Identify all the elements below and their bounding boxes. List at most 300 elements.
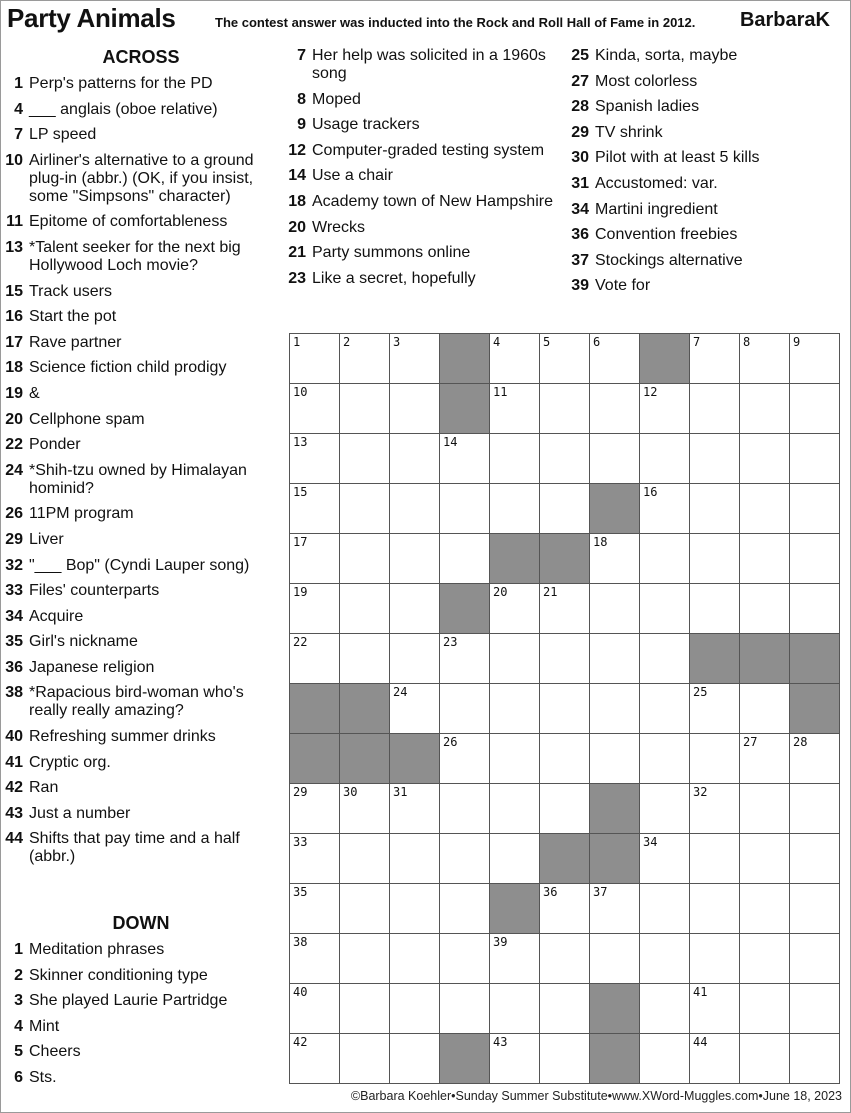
grid-cell[interactable]: [640, 384, 690, 434]
grid-cell[interactable]: [540, 934, 590, 984]
across-clue[interactable]: [5, 385, 271, 403]
cell-number: 8: [743, 335, 751, 349]
grid-cell[interactable]: [590, 884, 640, 934]
down-clue[interactable]: [571, 73, 841, 91]
grid-cell[interactable]: [690, 334, 740, 384]
cell-number: 26: [443, 735, 458, 749]
clue-number: 30: [571, 149, 589, 167]
cell-number: 22: [293, 635, 308, 649]
grid-cell[interactable]: [490, 734, 540, 784]
grid-cell[interactable]: [640, 834, 690, 884]
clue-number: 34: [571, 200, 589, 218]
grid-cell[interactable]: [540, 884, 590, 934]
grid-cell[interactable]: [690, 984, 740, 1034]
cell-number: 43: [493, 1035, 508, 1049]
grid-cell[interactable]: [390, 484, 440, 534]
across-clue[interactable]: [5, 239, 271, 275]
puzzle-author: BarbaraK: [739, 9, 830, 31]
grid-cell[interactable]: [740, 684, 790, 734]
down-clue[interactable]: [5, 941, 271, 959]
grid-cell[interactable]: [540, 984, 590, 1034]
clue-text: Like a secret, hopefully: [312, 269, 476, 287]
grid-cell[interactable]: [740, 934, 790, 984]
grid-block: [740, 634, 790, 684]
grid-cell[interactable]: [290, 484, 340, 534]
clue-text: Spanish ladies: [595, 98, 700, 116]
cell-number: 25: [693, 685, 708, 699]
down-clue-list-middle: [288, 47, 560, 295]
grid-cell[interactable]: [740, 784, 790, 834]
clue-number: 11: [6, 213, 23, 231]
down-clue[interactable]: [288, 270, 560, 288]
clue-number: 1: [14, 75, 23, 92]
across-heading: ACROSS: [102, 47, 180, 67]
grid-cell[interactable]: [290, 584, 340, 634]
grid-cell[interactable]: [490, 334, 540, 384]
cell-number: 35: [293, 885, 308, 899]
cell-number: 12: [643, 385, 658, 399]
grid-cell[interactable]: [340, 834, 390, 884]
grid-cell[interactable]: [740, 1034, 790, 1084]
grid-cell[interactable]: [340, 384, 390, 434]
down-clue[interactable]: [5, 967, 271, 985]
across-clue[interactable]: [5, 283, 271, 301]
grid-block: [590, 484, 640, 534]
grid-cell[interactable]: [790, 784, 840, 834]
cell-number: 13: [293, 435, 308, 449]
grid-cell[interactable]: [290, 634, 340, 684]
grid-block: [290, 734, 340, 784]
clue-text: *Rapacious bird-woman who's really really amazing?: [29, 684, 244, 720]
grid-cell[interactable]: [740, 534, 790, 584]
clue-text: Track users: [29, 282, 112, 300]
grid-cell[interactable]: [490, 934, 540, 984]
grid-cell[interactable]: [390, 384, 440, 434]
grid-cell[interactable]: [740, 734, 790, 784]
grid-cell[interactable]: [290, 434, 340, 484]
down-clue[interactable]: [288, 167, 560, 185]
cell-number: 6: [593, 335, 601, 349]
across-clue[interactable]: [5, 505, 271, 523]
across-clue[interactable]: [5, 779, 271, 797]
grid-cell[interactable]: [690, 534, 740, 584]
across-clue[interactable]: [5, 436, 271, 454]
clue-text: Just a number: [29, 804, 131, 822]
grid-cell[interactable]: [540, 584, 590, 634]
clue-text: Wrecks: [312, 218, 366, 236]
clue-number: 12: [288, 141, 306, 159]
grid-cell[interactable]: [640, 884, 690, 934]
grid-cell[interactable]: [740, 384, 790, 434]
grid-cell[interactable]: [640, 534, 690, 584]
grid-cell[interactable]: [390, 434, 440, 484]
grid-cell[interactable]: [790, 534, 840, 584]
cell-number: 38: [293, 935, 308, 949]
grid-cell[interactable]: [540, 334, 590, 384]
cell-number: 42: [293, 1035, 308, 1049]
grid-cell[interactable]: [590, 534, 640, 584]
grid-cell[interactable]: [390, 584, 440, 634]
grid-cell[interactable]: [590, 434, 640, 484]
grid-cell[interactable]: [390, 934, 440, 984]
grid-cell[interactable]: [640, 434, 690, 484]
clue-text: Rave partner: [29, 333, 122, 351]
grid-cell[interactable]: [440, 684, 490, 734]
grid-cell[interactable]: [290, 884, 340, 934]
grid-cell[interactable]: [640, 734, 690, 784]
clue-text: Girl's nickname: [29, 633, 138, 651]
clue-number: 36: [571, 226, 589, 244]
grid-cell[interactable]: [640, 634, 690, 684]
grid-cell[interactable]: [690, 834, 740, 884]
grid-cell[interactable]: [440, 934, 490, 984]
clue-number: 26: [5, 505, 23, 523]
grid-cell[interactable]: [340, 534, 390, 584]
across-clue[interactable]: [5, 359, 271, 377]
clue-text: Computer-graded testing system: [312, 141, 545, 159]
down-clue[interactable]: [571, 252, 841, 270]
clue-text: LP speed: [29, 126, 97, 144]
down-clue[interactable]: [288, 47, 560, 83]
grid-cell[interactable]: [790, 334, 840, 384]
clue-text: Accustomed: var.: [595, 174, 718, 192]
clue-number: 32: [5, 556, 23, 574]
down-clue[interactable]: [288, 193, 560, 211]
down-clue[interactable]: [571, 226, 841, 244]
clue-text: Shifts that pay time and a half (abbr.): [29, 830, 240, 866]
grid-cell[interactable]: [440, 884, 490, 934]
grid-block: [440, 1034, 490, 1084]
grid-cell[interactable]: [590, 734, 640, 784]
clue-text: Kinda, sorta, maybe: [595, 47, 738, 64]
grid-cell[interactable]: [790, 884, 840, 934]
clue-number: 44: [5, 830, 23, 848]
grid-cell[interactable]: [690, 684, 740, 734]
grid-cell[interactable]: [740, 834, 790, 884]
clue-text: Martini ingredient: [595, 200, 718, 218]
grid-cell[interactable]: [290, 1034, 340, 1084]
clue-text: Cellphone spam: [29, 410, 145, 428]
grid-cell[interactable]: [440, 534, 490, 584]
cell-number: 36: [543, 885, 558, 899]
down-clue[interactable]: [5, 1069, 271, 1087]
clue-text: Pilot with at least 5 kills: [595, 149, 760, 167]
clue-number: 20: [288, 218, 306, 236]
down-clue-list-right: [571, 47, 841, 303]
across-clue[interactable]: [5, 531, 271, 549]
grid-cell[interactable]: [340, 884, 390, 934]
clue-number: 5: [14, 1043, 23, 1061]
grid-cell[interactable]: [640, 784, 690, 834]
grid-block: [540, 834, 590, 884]
cell-number: 30: [343, 785, 358, 799]
grid-cell[interactable]: [690, 434, 740, 484]
grid-cell[interactable]: [790, 484, 840, 534]
grid-cell[interactable]: [490, 584, 540, 634]
cell-number: 18: [593, 535, 608, 549]
clue-text: Start the pot: [29, 308, 117, 326]
cell-number: 34: [643, 835, 658, 849]
grid-cell[interactable]: [390, 834, 440, 884]
across-clue[interactable]: [5, 582, 271, 600]
grid-block: [440, 334, 490, 384]
down-clue[interactable]: [571, 277, 841, 295]
grid-cell[interactable]: [490, 484, 540, 534]
grid-cell[interactable]: [690, 784, 740, 834]
grid-cell[interactable]: [540, 634, 590, 684]
grid-cell[interactable]: [440, 434, 490, 484]
grid-cell[interactable]: [640, 584, 690, 634]
grid-cell[interactable]: [390, 884, 440, 934]
grid-cell[interactable]: [340, 334, 390, 384]
clue-text: Mint: [29, 1017, 60, 1035]
clue-number: 29: [571, 123, 589, 141]
down-clue[interactable]: [571, 124, 841, 142]
copyright-footer: ©Barbara Koehler•Sunday Summer Substitute•www.XWord-Muggles.com•June 18, 2023: [350, 1089, 842, 1103]
across-clue[interactable]: [5, 213, 271, 231]
grid-cell[interactable]: [290, 834, 340, 884]
grid-cell[interactable]: [490, 384, 540, 434]
grid-cell[interactable]: [290, 334, 340, 384]
across-clue[interactable]: [5, 608, 271, 626]
grid-cell[interactable]: [390, 634, 440, 684]
clue-text: Use a chair: [312, 167, 393, 185]
clue-number: 21: [288, 244, 306, 262]
grid-cell[interactable]: [690, 1034, 740, 1084]
across-clue[interactable]: [5, 152, 271, 206]
grid-cell[interactable]: [790, 934, 840, 984]
cell-number: 3: [393, 335, 401, 349]
across-clue[interactable]: [5, 462, 271, 498]
clue-number: 9: [297, 116, 306, 134]
down-clue-list-left: [5, 941, 271, 1095]
grid-cell[interactable]: [390, 334, 440, 384]
grid-cell[interactable]: [490, 834, 540, 884]
cell-number: 9: [793, 335, 801, 349]
grid-cell[interactable]: [640, 484, 690, 534]
grid-cell[interactable]: [440, 484, 490, 534]
grid-cell[interactable]: [540, 684, 590, 734]
clue-text: She played Laurie Partridge: [29, 992, 228, 1010]
grid-cell[interactable]: [540, 484, 590, 534]
grid-cell[interactable]: [390, 534, 440, 584]
clue-number: 40: [5, 728, 23, 746]
across-clue[interactable]: [5, 633, 271, 651]
grid-block: [540, 534, 590, 584]
grid-cell[interactable]: [590, 334, 640, 384]
clue-number: 4: [14, 1017, 23, 1035]
across-clue[interactable]: [5, 728, 271, 746]
clue-number: 35: [5, 633, 23, 651]
down-clue[interactable]: [571, 47, 841, 65]
down-clue[interactable]: [5, 992, 271, 1010]
grid-cell[interactable]: [590, 684, 640, 734]
grid-block: [590, 984, 640, 1034]
grid-cell[interactable]: [390, 784, 440, 834]
grid-cell[interactable]: [740, 884, 790, 934]
grid-cell[interactable]: [690, 384, 740, 434]
grid-cell[interactable]: [740, 584, 790, 634]
clue-text: Usage trackers: [312, 116, 420, 134]
grid-cell[interactable]: [790, 584, 840, 634]
across-clue[interactable]: [5, 334, 271, 352]
across-clue[interactable]: [5, 75, 271, 93]
across-clue[interactable]: [5, 308, 271, 326]
clue-number: 15: [5, 282, 23, 300]
clue-number: 14: [288, 167, 306, 185]
clue-number: 22: [5, 436, 23, 454]
clue-number: 20: [5, 410, 23, 428]
grid-cell[interactable]: [290, 934, 340, 984]
clue-number: 27: [571, 72, 589, 90]
grid-cell[interactable]: [790, 984, 840, 1034]
down-clue[interactable]: [571, 201, 841, 219]
grid-cell[interactable]: [590, 584, 640, 634]
grid-cell[interactable]: [640, 1034, 690, 1084]
grid-cell[interactable]: [340, 1034, 390, 1084]
across-clue[interactable]: [5, 557, 271, 575]
grid-cell[interactable]: [340, 434, 390, 484]
grid-cell[interactable]: [340, 984, 390, 1034]
down-clue[interactable]: [5, 1018, 271, 1036]
grid-cell[interactable]: [740, 434, 790, 484]
grid-cell[interactable]: [340, 484, 390, 534]
grid-cell[interactable]: [790, 834, 840, 884]
across-clue[interactable]: [5, 684, 271, 720]
grid-cell[interactable]: [740, 484, 790, 534]
clue-text: Meditation phrases: [29, 941, 165, 958]
clue-text: Most colorless: [595, 72, 698, 90]
down-clue[interactable]: [571, 98, 841, 116]
across-clue[interactable]: [5, 754, 271, 772]
grid-cell[interactable]: [290, 984, 340, 1034]
grid-cell[interactable]: [340, 784, 390, 834]
across-clue[interactable]: [5, 659, 271, 677]
down-clue[interactable]: [288, 244, 560, 262]
grid-cell[interactable]: [490, 684, 540, 734]
grid-cell[interactable]: [440, 734, 490, 784]
across-clue[interactable]: [5, 830, 271, 866]
grid-cell[interactable]: [390, 684, 440, 734]
down-clue[interactable]: [288, 91, 560, 109]
grid-cell[interactable]: [490, 634, 540, 684]
across-clue[interactable]: [5, 411, 271, 429]
grid-cell[interactable]: [440, 784, 490, 834]
cell-number: 10: [293, 385, 308, 399]
grid-cell[interactable]: [490, 434, 540, 484]
clue-text: &: [29, 384, 40, 402]
grid-cell[interactable]: [590, 934, 640, 984]
grid-cell[interactable]: [640, 684, 690, 734]
grid-block: [590, 1034, 640, 1084]
grid-cell[interactable]: [390, 984, 440, 1034]
grid-cell[interactable]: [290, 384, 340, 434]
grid-block: [640, 334, 690, 384]
grid-cell[interactable]: [340, 934, 390, 984]
grid-cell[interactable]: [640, 934, 690, 984]
across-clue-list: [5, 75, 271, 874]
grid-cell[interactable]: [540, 784, 590, 834]
clue-text: Airliner's alternative to a ground plug-in (abbr.) (OK, if you insist, some "Simpsons" character): [29, 151, 254, 205]
grid-cell[interactable]: [440, 984, 490, 1034]
across-clue[interactable]: [5, 101, 271, 119]
down-clue[interactable]: [571, 149, 841, 167]
grid-cell[interactable]: [590, 634, 640, 684]
down-clue[interactable]: [571, 175, 841, 193]
grid-cell[interactable]: [440, 634, 490, 684]
clue-number: 4: [14, 100, 23, 118]
clue-number: 43: [5, 804, 23, 822]
down-clue[interactable]: [288, 219, 560, 237]
down-clue[interactable]: [288, 142, 560, 160]
down-clue[interactable]: [288, 116, 560, 134]
clue-number: 41: [5, 753, 23, 771]
grid-cell[interactable]: [790, 384, 840, 434]
grid-cell[interactable]: [690, 484, 740, 534]
clue-number: 16: [5, 308, 23, 326]
cell-number: 41: [693, 985, 708, 999]
clue-number: 3: [14, 992, 23, 1010]
clue-text: Academy town of New Hampshire: [312, 192, 553, 210]
grid-cell[interactable]: [740, 984, 790, 1034]
clue-number: 6: [14, 1068, 23, 1086]
clue-number: 18: [5, 359, 23, 377]
grid-cell[interactable]: [690, 734, 740, 784]
down-clue[interactable]: [5, 1043, 271, 1061]
grid-cell[interactable]: [540, 734, 590, 784]
grid-cell[interactable]: [690, 584, 740, 634]
grid-cell[interactable]: [790, 434, 840, 484]
grid-cell[interactable]: [590, 384, 640, 434]
grid-cell[interactable]: [440, 834, 490, 884]
grid-cell[interactable]: [490, 1034, 540, 1084]
grid-cell[interactable]: [690, 884, 740, 934]
puzzle-title: Party Animals: [7, 3, 176, 33]
grid-cell[interactable]: [490, 784, 540, 834]
grid-cell[interactable]: [340, 584, 390, 634]
clue-text: Acquire: [29, 607, 84, 625]
grid-cell[interactable]: [340, 634, 390, 684]
grid-cell[interactable]: [540, 384, 590, 434]
grid-cell[interactable]: [290, 784, 340, 834]
clue-number: 13: [5, 238, 23, 256]
grid-cell[interactable]: [540, 434, 590, 484]
grid-cell[interactable]: [740, 334, 790, 384]
cell-number: 17: [293, 535, 308, 549]
grid-cell[interactable]: [690, 934, 740, 984]
grid-cell[interactable]: [640, 984, 690, 1034]
clue-number: 37: [571, 251, 589, 269]
across-clue[interactable]: [5, 805, 271, 823]
clue-number: 1: [14, 941, 23, 958]
down-heading: DOWN: [112, 913, 170, 933]
clue-number: 18: [288, 192, 306, 210]
grid-cell[interactable]: [390, 1034, 440, 1084]
cell-number: 37: [593, 885, 608, 899]
clue-number: 23: [288, 269, 306, 287]
clue-number: 8: [297, 90, 306, 108]
across-clue[interactable]: [5, 126, 271, 144]
grid-cell[interactable]: [790, 734, 840, 784]
cell-number: 11: [493, 385, 508, 399]
cell-number: 29: [293, 785, 308, 799]
grid-cell[interactable]: [790, 1034, 840, 1084]
cell-number: 1: [293, 335, 301, 349]
grid-cell[interactable]: [290, 534, 340, 584]
grid-cell[interactable]: [540, 1034, 590, 1084]
cell-number: 20: [493, 585, 508, 599]
grid-cell[interactable]: [490, 984, 540, 1034]
